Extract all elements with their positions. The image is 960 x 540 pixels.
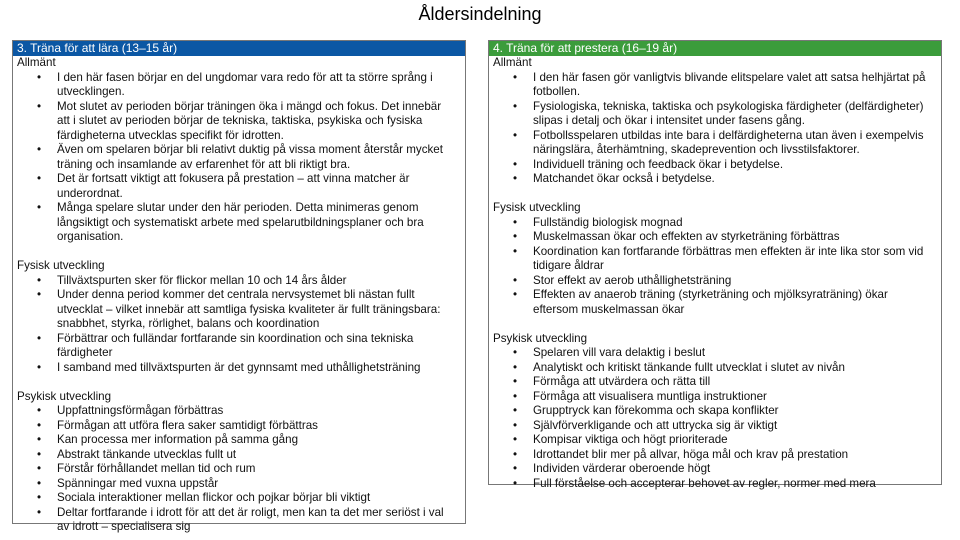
- bullet-icon: •: [513, 447, 518, 461]
- bullet-icon: •: [513, 215, 518, 229]
- stage-4-box: [488, 40, 942, 490]
- list-item: [489, 448, 941, 463]
- list-item-text: Kan processa mer information på samma gång: [57, 433, 299, 446]
- list-item: [13, 100, 465, 144]
- list-item: [489, 462, 941, 477]
- bullet-icon: •: [513, 244, 518, 258]
- list-item: [489, 216, 941, 231]
- bullet-icon: •: [37, 70, 42, 84]
- list-item: [13, 172, 465, 201]
- bullet-icon: •: [513, 157, 518, 171]
- section: [13, 259, 465, 375]
- section-title: Psykisk utveckling: [493, 331, 588, 345]
- list-item-text: Fullständig biologisk mognad: [533, 215, 683, 229]
- list-item-text: Förmåga att visualisera muntliga instruktioner: [533, 389, 767, 403]
- list-item-text: Deltar fortfarande i idrott för att det är roligt, men kan ta det mer seriöst i val av idrott – specialisera sig: [57, 505, 444, 533]
- list-item: [489, 477, 941, 492]
- list-item: [489, 158, 941, 173]
- bullet-icon: •: [37, 404, 42, 417]
- bullet-list: [489, 346, 941, 491]
- bullet-icon: •: [513, 346, 518, 359]
- list-item: [13, 506, 465, 535]
- bullet-icon: •: [37, 491, 42, 504]
- list-item: [13, 201, 465, 245]
- bullet-list: [13, 274, 465, 376]
- list-item-text: Individen värderar oberoende högt: [533, 462, 711, 475]
- section-title: Allmänt: [493, 56, 532, 69]
- list-item: [489, 71, 941, 100]
- list-item-text: I den här fasen gör vanligtvis blivande elitspelare valet att satsa helhjärtat på fotbollen.: [533, 70, 926, 98]
- section-title: Fysisk utveckling: [17, 259, 105, 272]
- bullet-icon: •: [513, 128, 518, 142]
- section: [13, 56, 465, 245]
- list-item: [489, 361, 941, 376]
- bullet-icon: •: [513, 418, 518, 432]
- list-item-text: Fotbollsspelaren utbildas inte bara i delfärdigheterna utan även i exempelvis näringslära, återhämtning, skadeprevention och livsstilsfaktorer.: [533, 128, 924, 156]
- list-item: [13, 288, 465, 332]
- list-item-text: Stor effekt av aerob uthållighetsträning: [533, 273, 732, 287]
- bullet-icon: •: [37, 331, 42, 345]
- list-item-text: Uppfattningsförmågan förbättras: [57, 404, 224, 417]
- bullet-icon: •: [37, 360, 42, 374]
- bullet-icon: •: [513, 375, 518, 388]
- bullet-icon: •: [513, 273, 518, 287]
- bullet-icon: •: [37, 476, 42, 490]
- box-header: 3. Träna för att lära (13–15 år): [13, 41, 465, 56]
- bullet-icon: •: [37, 505, 42, 519]
- bullet-icon: •: [37, 418, 42, 432]
- list-item-text: Förbättrar och fulländar fortfarande sin koordination och sina tekniska färdigheter: [57, 331, 414, 359]
- bullet-icon: •: [37, 143, 42, 156]
- list-item-text: Matchandet ökar också i betydelse.: [533, 172, 715, 185]
- bullet-icon: •: [513, 360, 518, 374]
- list-item-text: I den här fasen börjar en del ungdomar vara redo för att ta större språng i utvecklingen.: [57, 70, 433, 98]
- section: [489, 201, 941, 317]
- list-item: [489, 390, 941, 405]
- list-item: [489, 288, 941, 317]
- bullet-icon: •: [513, 389, 518, 403]
- bullet-icon: •: [37, 288, 42, 301]
- bullet-icon: •: [37, 447, 42, 461]
- list-item-text: Koordination kan fortfarande förbättras men effekten är inte lika stor som vid tidigare åldrar: [533, 244, 924, 272]
- bullet-icon: •: [513, 230, 518, 243]
- list-item: [13, 274, 465, 289]
- list-item-text: I samband med tillväxtspurten är det gynnsamt med uthållighetsträning: [57, 360, 421, 374]
- list-item-text: Förmågan att utföra flera saker samtidigt förbättras: [57, 418, 318, 432]
- section: [489, 56, 941, 187]
- section: [489, 332, 941, 492]
- bullet-list: [13, 404, 465, 535]
- list-item-text: Mot slutet av perioden börjar träningen öka i mängd och fokus. Det innebär att i slutet av perioden börjar de tekniska, taktiska, psykiska och fysiska färdigheterna utvecklas specifikt för idrotten.: [57, 99, 442, 142]
- list-item-text: Analytiskt och kritiskt tänkande fullt utvecklat i slutet av nivån: [533, 360, 845, 374]
- list-item-text: Grupptryck kan förekomma och skapa konflikter: [533, 404, 779, 417]
- list-item: [13, 462, 465, 477]
- list-item: [13, 491, 465, 506]
- list-item-text: Effekten av anaerob träning (styrketräning och mjölksyraträning) ökar eftersom muskelmassan ökar: [533, 288, 888, 316]
- list-item: [489, 172, 941, 187]
- list-item: [489, 274, 941, 289]
- list-item-text: Tillväxtspurten sker för flickor mellan 10 och 14 års ålder: [57, 273, 347, 287]
- bullet-icon: •: [513, 404, 518, 417]
- list-item-text: Abstrakt tänkande utvecklas fullt ut: [57, 447, 237, 461]
- bullet-icon: •: [513, 462, 518, 475]
- list-item: [13, 433, 465, 448]
- list-item-text: Självförverkligande och att uttrycka sig är viktigt: [533, 418, 778, 432]
- list-item: [13, 143, 465, 172]
- bullet-list: [489, 71, 941, 187]
- bullet-icon: •: [513, 433, 518, 446]
- list-item: [489, 129, 941, 158]
- list-item-text: Individuell träning och feedback ökar i betydelse.: [533, 157, 784, 171]
- list-item: [489, 433, 941, 448]
- list-item-text: Fysiologiska, tekniska, taktiska och psykologiska färdigheter (delfärdigheter) slipas i detalj och ökar i intensitet under fasens gång.: [533, 99, 924, 127]
- box-header: 4. Träna för att prestera (16–19 år): [489, 41, 941, 56]
- list-item: [489, 100, 941, 129]
- bullet-icon: •: [513, 172, 518, 185]
- list-item-text: Muskelmassan ökar och effekten av styrketräning förbättras: [533, 230, 840, 243]
- list-item: [13, 71, 465, 100]
- bullet-icon: •: [37, 273, 42, 287]
- list-item: [489, 419, 941, 434]
- list-item-text: Idrottandet blir mer på allvar, höga mål och krav på prestation: [533, 447, 849, 461]
- list-item-text: Även om spelaren börjar bli relativt duktig på vissa moment återstår mycket träning och insamlande av erfarenhet för att bli riktigt bra.: [57, 143, 443, 171]
- list-item: [489, 245, 941, 274]
- list-item-text: Spänningar med vuxna uppstår: [57, 476, 219, 490]
- bullet-icon: •: [37, 462, 42, 475]
- list-item-text: Under denna period kommer det centrala nervsystemet bli nästan fullt utvecklat – vilket innebär att samtliga fysiska kvaliteter är fullt träningsbara: snabbhet, styrka, rörlighet, balans och koordination: [57, 288, 441, 330]
- list-item-text: Spelaren vill vara delaktig i beslut: [533, 346, 706, 359]
- list-item-text: Full förståelse och accepterar behovet av regler, normer med mera: [533, 476, 876, 490]
- list-item: [489, 346, 941, 361]
- bullet-icon: •: [37, 172, 42, 185]
- bullet-icon: •: [513, 288, 518, 301]
- list-item-text: Förmåga att utvärdera och rätta till: [533, 375, 711, 388]
- stage-3-box: [12, 40, 466, 533]
- bullet-icon: •: [37, 99, 42, 113]
- list-item-text: Sociala interaktioner mellan flickor och pojkar börjar bli viktigt: [57, 491, 371, 504]
- list-item: [13, 361, 465, 376]
- list-item: [13, 332, 465, 361]
- list-item-text: Många spelare slutar under den här perioden. Detta minimeras genom långsiktigt och systematiskt arbete med spelarutbildningsplaner och bra organisation.: [57, 201, 424, 243]
- list-item-text: Förstår förhållandet mellan tid och rum: [57, 462, 256, 475]
- list-item: [489, 230, 941, 245]
- bullet-icon: •: [37, 433, 42, 446]
- bullet-icon: •: [37, 201, 42, 214]
- list-item: [13, 448, 465, 463]
- bullet-list: [489, 216, 941, 318]
- bullet-icon: •: [513, 70, 518, 84]
- list-item: [489, 375, 941, 390]
- bullet-list: [13, 71, 465, 245]
- list-item-text: Det är fortsatt viktigt att fokusera på prestation – att vinna matcher är underordnat.: [57, 172, 410, 200]
- bullet-icon: •: [513, 99, 518, 113]
- slide-title: Åldersindelning: [418, 4, 542, 24]
- list-item: [13, 404, 465, 419]
- section: [13, 390, 465, 535]
- list-item: [489, 404, 941, 419]
- section-title: Psykisk utveckling: [17, 389, 112, 403]
- bullet-icon: •: [513, 476, 518, 490]
- list-item: [13, 477, 465, 492]
- section-title: Allmänt: [17, 56, 56, 69]
- list-item-text: Kompisar viktiga och högt prioriterade: [533, 433, 728, 446]
- list-item: [13, 419, 465, 434]
- section-title: Fysisk utveckling: [493, 201, 581, 214]
